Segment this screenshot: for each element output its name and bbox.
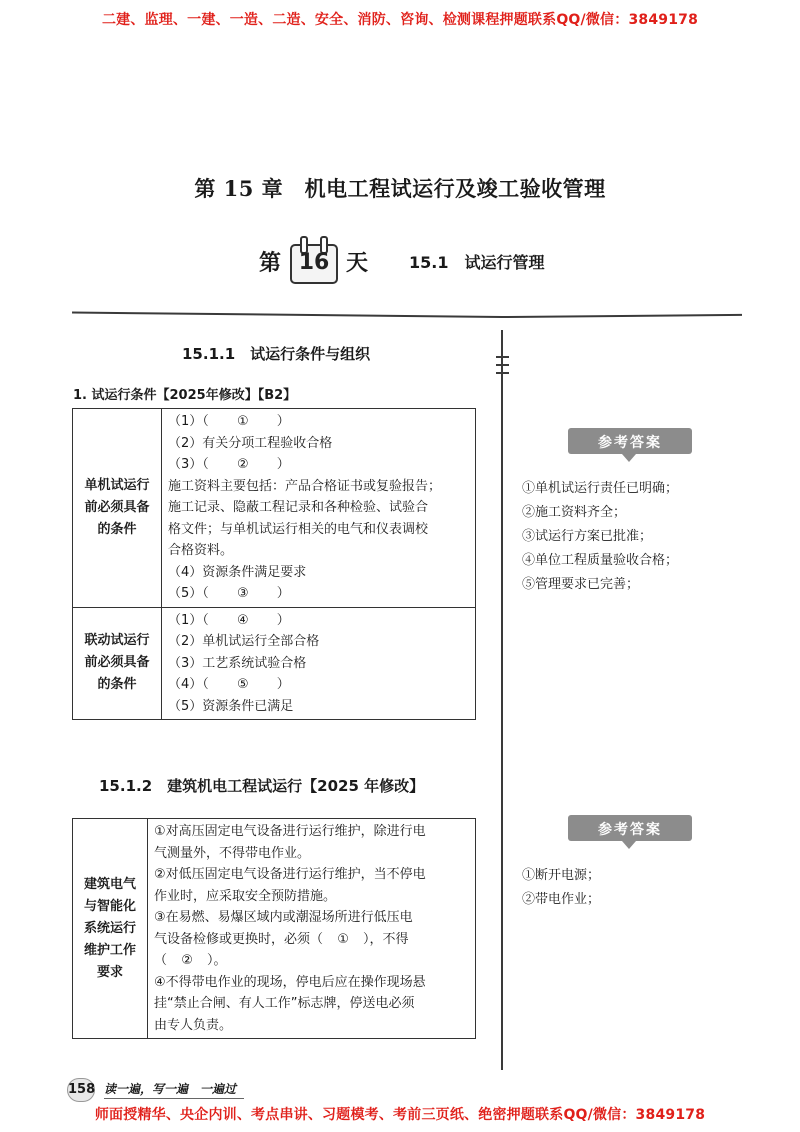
blank-marker: ① — [337, 931, 349, 947]
text-line: 作业时，应采取安全预防措施。 — [154, 888, 337, 904]
subsection-title-1: 15.1.1 试运行条件与组织 — [182, 345, 371, 363]
list-item: 施工资料主要包括：产品合格证书或复验报告； — [168, 478, 442, 494]
text-line: ④不得带电作业的现场，停电后应在操作现场悬 — [154, 974, 426, 990]
answer-item: ④单位工程质量验收合格； — [522, 553, 679, 568]
section-heading: 15.1 试运行管理 — [409, 253, 545, 272]
answer-item: ①断开电源； — [522, 868, 601, 883]
text-line: 由专人负责。 — [154, 1017, 233, 1033]
list-item: （1）（ ① ） — [168, 411, 469, 433]
answer-banner-title: 参考答案 — [598, 435, 662, 451]
right-divider-line — [502, 314, 742, 318]
list-item: （3）工艺系统试验合格 — [168, 655, 307, 671]
list-item: （5）（ ③ ） — [168, 583, 469, 605]
row-items — [148, 819, 476, 1039]
text-line: 气设备检修或更换时，必须（ ① ），不得 — [154, 929, 469, 951]
blank-marker: ② — [236, 457, 249, 472]
day-suffix: 天 — [346, 250, 369, 276]
text-line: ③在易燃、易爆区域内或潮湿场所进行低压电 — [154, 910, 413, 925]
page-number: 158 — [67, 1078, 95, 1102]
list-item: 合格资料。 — [168, 543, 234, 558]
answer-banner-1 — [568, 428, 692, 456]
list-item: （5）资源条件已满足 — [168, 698, 294, 714]
answer-banner-2 — [568, 815, 692, 843]
answer-list-1 — [522, 477, 678, 597]
blank-marker: ④ — [236, 612, 249, 628]
list-item: （4）（ ⑤ ） — [168, 674, 469, 696]
calendar-icon — [290, 236, 336, 282]
blank-marker: ② — [181, 953, 193, 968]
list-item: （3）（ ② ） — [168, 454, 469, 476]
table-row — [73, 607, 476, 720]
answer-list-2 — [522, 864, 600, 912]
answer-item: ②带电作业； — [522, 892, 601, 907]
day-prefix: 第 — [259, 250, 282, 276]
day-number: 16 — [298, 250, 330, 275]
text-line: 气测量外，不得带电作业。 — [154, 845, 311, 861]
maintenance-table — [72, 818, 476, 1039]
text-line: 挂“禁止合闸、有人工作”标志牌，停送电必须 — [154, 996, 415, 1011]
blank-marker: ① — [236, 414, 249, 429]
text-line: ①对高压固定电气设备进行运行维护，除进行电 — [154, 824, 426, 839]
vine-divider — [501, 330, 503, 1070]
conditions-table — [72, 408, 476, 720]
day-header — [0, 232, 800, 288]
row-items — [162, 607, 476, 720]
answer-banner-title: 参考答案 — [598, 822, 662, 838]
conditions-heading: 1. 试运行条件【2025年修改】【B2】 — [73, 388, 297, 403]
row-label: 建筑电气 与智能化 系统运行 维护工作 要求 — [73, 819, 148, 1039]
chapter-title: 第 15 章 机电工程试运行及竣工验收管理 — [194, 176, 606, 201]
list-item: （4）资源条件满足要求 — [168, 564, 307, 580]
table-row — [73, 409, 476, 608]
list-item: 施工记录、隐蔽工程记录和各种检验、试验合 — [168, 500, 429, 515]
text-line: （ ② ）。 — [154, 950, 469, 972]
row-label: 单机试运行 前必须具备 的条件 — [73, 409, 162, 608]
row-items — [162, 409, 476, 608]
row-label: 联动试运行 前必须具备 的条件 — [73, 607, 162, 720]
list-item: （2）有关分项工程验收合格 — [168, 435, 333, 451]
footer-motto: 读一遍，写一遍 一遍过 — [104, 1082, 237, 1096]
list-item: （2）单机试运行全部合格 — [168, 634, 320, 649]
answer-item: ⑤管理要求已完善； — [522, 577, 640, 592]
answer-item: ①单机试运行责任已明确； — [522, 481, 679, 496]
blank-marker: ③ — [236, 586, 249, 601]
list-item: 格文件；与单机试运行相关的电气和仪表调校 — [168, 521, 429, 537]
answer-item: ③试运行方案已批准； — [522, 529, 653, 544]
text-line: ②对低压固定电气设备进行运行维护，当不停电 — [154, 867, 426, 882]
blank-marker: ⑤ — [236, 677, 249, 692]
bottom-promo-banner: 师面授精华、央企内训、考点串讲、习题模考、考前三页纸、绝密押题联系QQ/微信：3849178 — [94, 1107, 706, 1123]
left-divider-line — [72, 311, 502, 318]
footer-underline — [104, 1098, 244, 1099]
list-item: （1）（ ④ ） — [168, 610, 469, 632]
top-promo-banner: 二建、监理、一建、一造、二造、安全、消防、咨询、检测课程押题联系QQ/微信：3849178 — [101, 12, 699, 28]
answer-item: ②施工资料齐全； — [522, 505, 627, 520]
table-row — [73, 819, 476, 1039]
subsection-title-2: 15.1.2 建筑机电工程试运行【2025 年修改】 — [99, 777, 425, 795]
